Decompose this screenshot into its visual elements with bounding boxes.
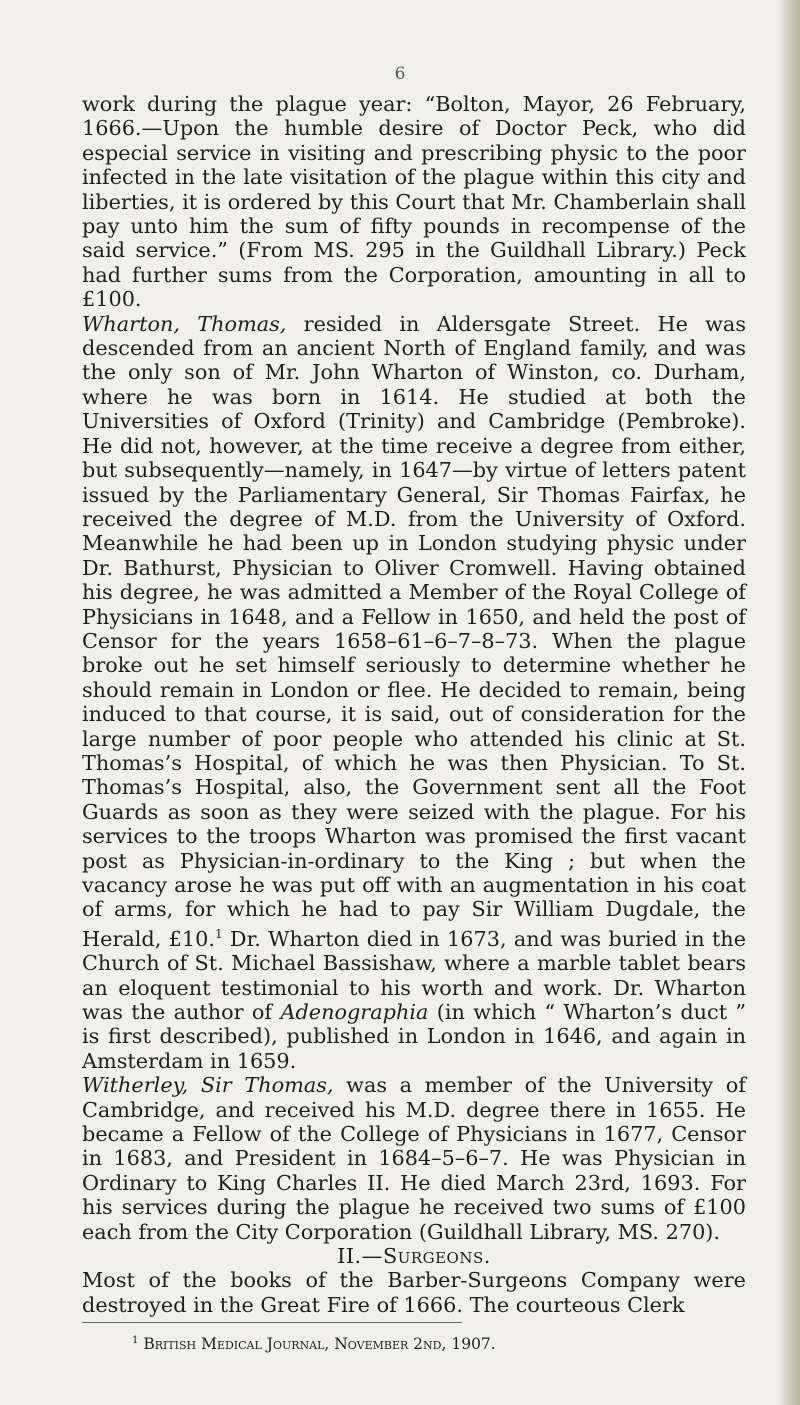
footnote-rule (82, 1322, 462, 1323)
section-heading: II.—Surgeons. (337, 1244, 491, 1269)
wharton-text-cont: Dr. Wharton died in 1673, and was buried in the Church of St. Michael Bassishaw, where a marble tablet bears an eloquent testimonial to his worth and work. Dr. Wharton was the author of (82, 926, 747, 1024)
paragraph-surgeons: Most of the books of the Barber-Surgeons Company were destroyed in the Great Fire of 1666. The courteous Clerk (82, 1268, 746, 1317)
paragraph-peck: work during the plague year: “Bolton, Mayor, 26 February, 1666.—Upon the humble desire of Doctor Peck, who did especial service in visiting and prescribing physic to the poor infected in the late visitation of the plague within this city and liberties, it is ordered by this Court that Mr. Chamberlain shall pay unto him the sum of fifty pounds in recompense of the said service.” (From MS. 295 in the Guildhall Library.) Peck had further sums from the Corporation, amounting in all to £100. (82, 92, 746, 312)
footnote-ref: 1 (214, 926, 223, 941)
wharton-text-end: (in which “ Wharton’s duct ” is first described), published in London in 1646, and again in Amsterdam in 1659. (82, 999, 746, 1073)
page-number: 6 (394, 64, 406, 84)
wharton-text: resided in Aldersgate Street. He was descended from an ancient North of England family, and was the only son of Mr. John Wharton of Winston, co. Durham, where he was born in 1614. He studied at both the Universities of Oxford (Trinity) and Cambridge (Pembroke). He did not, however, at the time receive a degree from either, but subsequently—namely, in 1647—by virtue of letters patent issued by the Parliamentary General, Sir Thomas Fairfax, he received the degree of M.D. from the University of Oxford. Meanwhile he had been up in London studying physic under Dr. Bathurst, Physician to Oliver Cromwell. Having obtained his degree, he was admitted a Member of the Royal College of Physicians in 1648, and a Fellow in 1650, and held the post of Censor for the years 1658–61–6–7–8–73. When the plague broke out he set himself seriously to determine whether he should remain in London or flee. He decided to remain, being induced to that course, it is said, out of consideration for the large number of poor people who attended his clinic at St. Thomas’s Hospital, of which he was then Physician. To St. Thomas’s Hospital, also, the Government sent all the Foot Guards as soon as they were seized with the plague. For his services to the troops Wharton was promised the first vacant post as Physician-in-ordinary to the King ; but when the vacancy arose he was put off with an augmentation in his coat of arms, for which he had to pay Sir William Dugdale, the Herald, £10. (82, 311, 746, 951)
entry-name-wharton: Wharton, Thomas, (82, 311, 287, 336)
footnote-mark: 1 (132, 1335, 139, 1347)
witherley-text: was a member of the University of Cambridge, and received his M.D. degree there in 1655. He became a Fellow of the College of Physicians in 1677, Censor in 1683, and President in 1684–5–6–7. He was Physician in Ordinary to King Charles II. He died March 23rd, 1693. For his services during the plague he received two sums of £100 each from the City Corporation (Guildhall Library, MS. 270). (82, 1073, 747, 1244)
page-edge-shadow (778, 0, 800, 1405)
footnote (82, 1331, 746, 1354)
paragraph-wharton (82, 312, 746, 1074)
paragraph-witherley (82, 1073, 746, 1244)
entry-name-witherley: Witherley, Sir Thomas, (82, 1073, 334, 1098)
footnote-text: British Medical Journal, November 2nd, 1907. (143, 1335, 496, 1354)
book-title: Adenographia (280, 999, 429, 1024)
page-body (82, 92, 746, 1354)
